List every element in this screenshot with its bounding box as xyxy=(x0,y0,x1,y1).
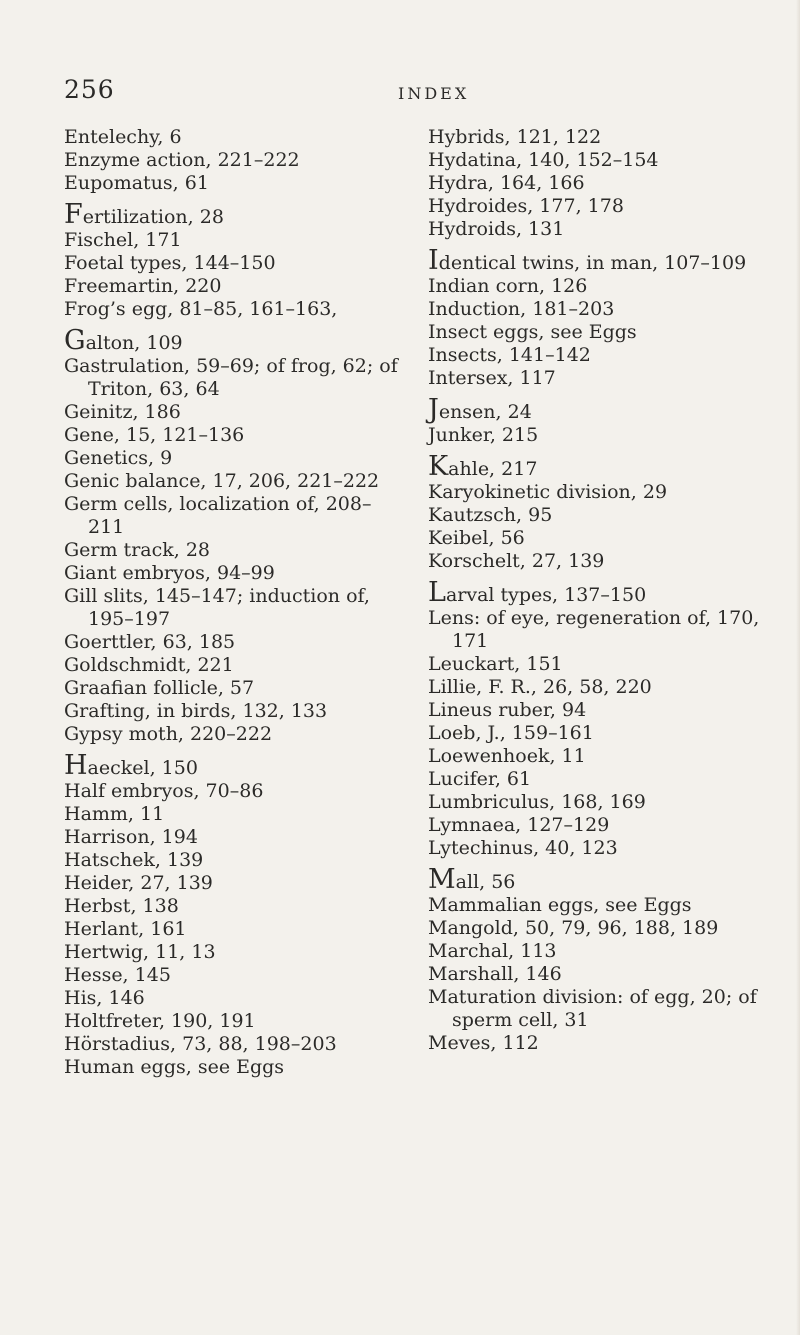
index-entry: Fischel, 171 xyxy=(64,229,182,251)
index-entry: Hamm, 11 xyxy=(64,803,165,825)
index-entry: Gene, 15, 121–136 xyxy=(64,424,245,446)
index-entry: Hydroides, 177, 178 xyxy=(428,195,624,217)
page-header xyxy=(0,75,800,115)
index-entry: Induction, 181–203 xyxy=(428,298,615,320)
index-entry: Gill slits, 145–147; induction of, 195–197 xyxy=(64,585,370,630)
index-entry: Kautzsch, 95 xyxy=(428,504,553,526)
index-entry: Freemartin, 220 xyxy=(64,275,222,297)
index-entry: Hydatina, 140, 152–154 xyxy=(428,149,659,171)
index-entry: Mangold, 50, 79, 96, 188, 189 xyxy=(428,917,719,939)
index-entry: Insects, 141–142 xyxy=(428,344,591,366)
index-entry: Genetics, 9 xyxy=(64,447,173,469)
index-entry: Hörstadius, 73, 88, 198–203 xyxy=(64,1033,337,1055)
index-entry: Foetal types, 144–150 xyxy=(64,252,276,274)
index-entry: Kahle, 217 xyxy=(428,451,538,482)
index-entry: Haeckel, 150 xyxy=(64,750,198,781)
index-entry: Gypsy moth, 220–222 xyxy=(64,723,273,745)
running-head: INDEX xyxy=(398,84,470,103)
index-entry: Herbst, 138 xyxy=(64,895,179,917)
index-entry: Mall, 56 xyxy=(428,864,516,895)
index-entry: Goldschmidt, 221 xyxy=(64,654,234,676)
index-entry: Holtfreter, 190, 191 xyxy=(64,1010,256,1032)
index-entry: Entelechy, 6 xyxy=(64,126,182,148)
index-entry: Geinitz, 186 xyxy=(64,401,181,423)
index-entry: Mammalian eggs, see Eggs xyxy=(428,894,692,916)
index-entry: Graafian follicle, 57 xyxy=(64,677,255,699)
page-edge-shadow xyxy=(796,0,800,1335)
index-entry: Lens: of eye, regeneration of, 170, 171 xyxy=(428,607,760,652)
index-entry: Eupomatus, 61 xyxy=(64,172,209,194)
index-entry: Germ track, 28 xyxy=(64,539,211,561)
index-entry: Larval types, 137–150 xyxy=(428,577,647,608)
index-column-left xyxy=(64,126,404,1079)
index-entry: Marshall, 146 xyxy=(428,963,562,985)
index-entry: Insect eggs, see Eggs xyxy=(428,321,637,343)
index-entry: Hydroids, 131 xyxy=(428,218,565,240)
index-entry: Lumbriculus, 168, 169 xyxy=(428,791,646,813)
index-entry: Leuckart, 151 xyxy=(428,653,563,675)
index-entry: Identical twins, in man, 107–109 xyxy=(428,245,747,276)
index-entry: Harrison, 194 xyxy=(64,826,198,848)
index-entry: Intersex, 117 xyxy=(428,367,556,389)
index-entry: Hybrids, 121, 122 xyxy=(428,126,602,148)
index-entry: Lillie, F. R., 26, 58, 220 xyxy=(428,676,652,698)
index-entry: Loeb, J., 159–161 xyxy=(428,722,594,744)
index-entry: Lymnaea, 127–129 xyxy=(428,814,610,836)
index-entry: Hydra, 164, 166 xyxy=(428,172,585,194)
index-entry: Goerttler, 63, 185 xyxy=(64,631,236,653)
index-entry: Fertilization, 28 xyxy=(64,199,224,230)
index-entry: Galton, 109 xyxy=(64,325,183,356)
index-entry: Lineus ruber, 94 xyxy=(428,699,587,721)
index-entry: Heider, 27, 139 xyxy=(64,872,213,894)
index-entry: Human eggs, see Eggs xyxy=(64,1056,285,1078)
index-entry: Junker, 215 xyxy=(428,424,539,446)
index-entry: Loewenhoek, 11 xyxy=(428,745,586,767)
index-entry: His, 146 xyxy=(64,987,145,1009)
index-entry: Hertwig, 11, 13 xyxy=(64,941,216,963)
index-entry: Maturation division: of egg, 20; of sperm cell, 31 xyxy=(428,986,757,1031)
index-entry: Herlant, 161 xyxy=(64,918,187,940)
index-entry: Keibel, 56 xyxy=(428,527,525,549)
index-entry: Hatschek, 139 xyxy=(64,849,204,871)
index-column-right xyxy=(428,126,794,1055)
index-entry: Lucifer, 61 xyxy=(428,768,532,790)
index-entry: Meves, 112 xyxy=(428,1032,539,1054)
index-entry: Half embryos, 70–86 xyxy=(64,780,264,802)
index-entry: Lytechinus, 40, 123 xyxy=(428,837,618,859)
index-entry: Giant embryos, 94–99 xyxy=(64,562,275,584)
index-entry: Hesse, 145 xyxy=(64,964,171,986)
index-entry: Gastrulation, 59–69; of frog, 62; of Triton, 63, 64 xyxy=(64,355,398,400)
index-entry: Grafting, in birds, 132, 133 xyxy=(64,700,328,722)
index-entry: Karyokinetic division, 29 xyxy=(428,481,668,503)
index-entry: Genic balance, 17, 206, 221–222 xyxy=(64,470,380,492)
index-entry: Enzyme action, 221–222 xyxy=(64,149,300,171)
index-entry: Germ cells, localization of, 208–211 xyxy=(64,493,372,538)
index-entry: Marchal, 113 xyxy=(428,940,557,962)
page-number: 256 xyxy=(64,75,115,104)
index-entry: Korschelt, 27, 139 xyxy=(428,550,605,572)
index-entry: Jensen, 24 xyxy=(428,394,532,425)
index-entry: Indian corn, 126 xyxy=(428,275,588,297)
index-entry: Frog’s egg, 81–85, 161–163, xyxy=(64,298,338,320)
